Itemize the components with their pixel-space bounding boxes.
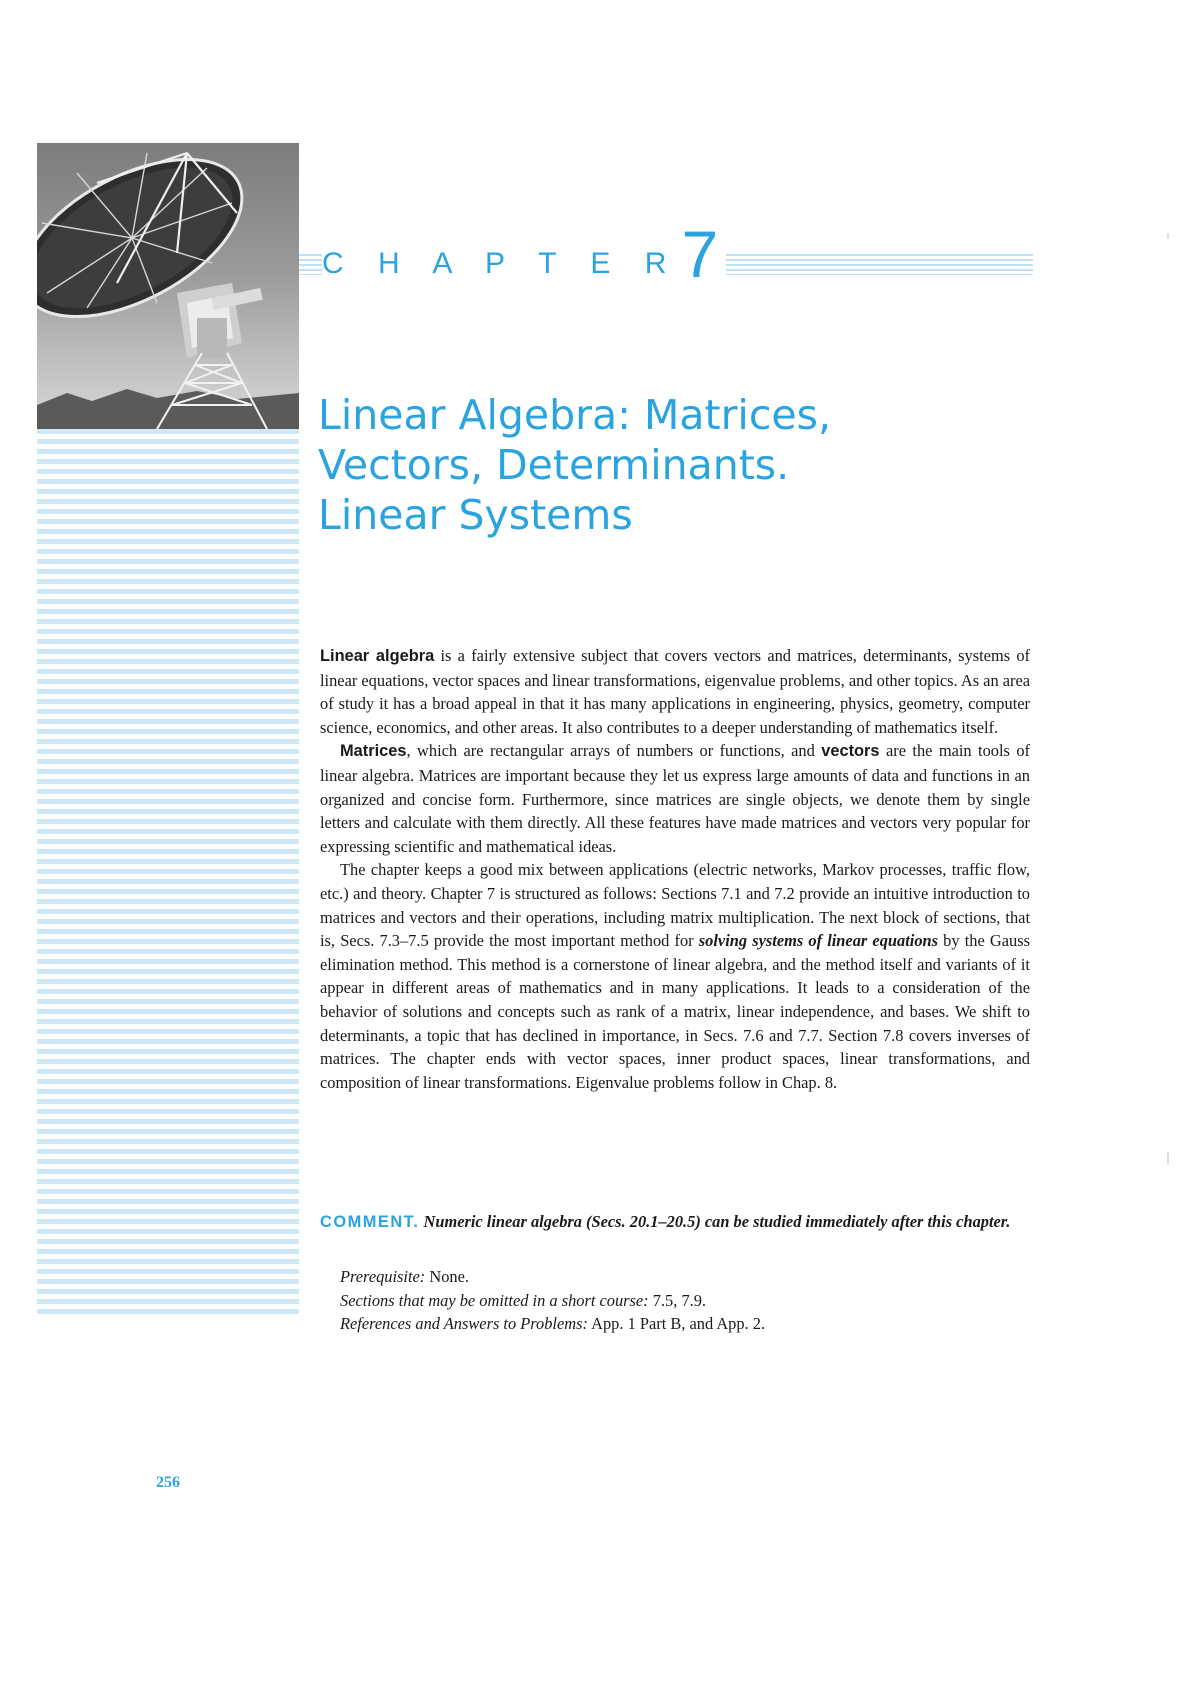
chapter-photo-radio-telescope [37,143,299,429]
chapter-title-line-2: Vectors, Determinants. [318,441,790,489]
omitted-sections-line [340,1289,1030,1313]
chapter-title [318,390,1018,540]
intro-paragraph-3-text-2: by the Gauss elimination method. This method is a cornerstone of linear algebra, and the method itself and variants of it appear in different areas of mathematics and in many applications. It leads to a consideration of the behavior of solutions and concepts such as rank of a matrix, linear independence, and bases. We shift to determinants, a topic that has declined in importance, in Secs. 7.6 and 7.7. Section 7.8 covers inverses of matrices. The chapter ends with vector spaces, inner product spaces, linear transformations, and composition of linear transformations. Eigenvalue problems follow in Chap. 8. [320,931,1030,1092]
intro-paragraph-2-text-2: are the main tools of linear algebra. Matrices are important because they let us express large amounts of data and functions in an organized and concise form. Furthermore, since matrices are single objects, we denote them by single letters and calculate with them directly. All these features have made matrices and vectors very popular for expressing scientific and mathematical ideas. [320,741,1030,856]
decorative-stripe-column [37,429,299,1319]
intro-paragraph-1 [320,644,1030,739]
intro-paragraph-1-text: is a fairly extensive subject that covers vectors and matrices, determinants, systems of linear equations, vector spaces and linear transformations, eigenvalue problems, and other topics. As an area of study it has a broad appeal in that it has many applications in engineering, physics, geometry, computer science, economics, and other areas. It also contributes to a deeper understanding of mathematics itself. [320,646,1031,737]
edge-mark-top [1167,233,1169,239]
chapter-number: 7 [681,217,719,291]
chapter-word: C H A P T E R [322,247,680,280]
edge-mark-bottom [1167,1152,1169,1164]
chapter-introduction [320,644,1030,1094]
comment-note [320,1210,1030,1235]
emphasis-solving-systems: solving systems of linear equations [698,931,939,951]
intro-paragraph-3-text-1: The chapter keeps a good mix between applications (electric networks, Markov processes, traffic flow, etc.) and theory. Chapter 7 is structured as follows: Sections 7.1 and 7.2 provide an intuitive introduction to matrices and vectors and their operations, including matrix multiplication. The next block of sections, that is, Secs. 7.3–7.5 provide the most important method for [320,860,1030,951]
intro-paragraph-2 [320,739,1030,858]
term-vectors: vectors [821,742,880,761]
chapter-title-line-1: Linear Algebra: Matrices, [318,391,831,439]
prerequisite-line [340,1265,1030,1289]
intro-paragraph-2-text-1: , which are rectangular arrays of numbers or functions, and [406,741,822,761]
chapter-meta [340,1265,1030,1336]
chapter-title-line-3: Linear Systems [318,491,633,539]
prerequisite-value: None. [425,1267,469,1286]
term-linear-algebra: Linear algebra [320,647,435,665]
omitted-sections-label: Sections that may be omitted in a short course: [340,1290,649,1310]
references-label: References and Answers to Problems: [340,1314,588,1334]
chapter-label [322,217,726,291]
references-line [340,1312,1030,1336]
page-number: 256 [156,1474,180,1491]
intro-paragraph-3 [320,858,1030,1094]
term-matrices: Matrices [340,742,407,761]
references-value: App. 1 Part B, and App. 2. [587,1314,766,1334]
comment-label: COMMENT. [320,1213,420,1231]
omitted-sections-value: 7.5, 7.9. [648,1290,707,1310]
prerequisite-label: Prerequisite: [340,1267,426,1286]
comment-text: Numeric linear algebra (Secs. 20.1–20.5) can be studied immediately after this chapter. [419,1212,1011,1231]
radio-telescope-illustration [37,143,299,429]
